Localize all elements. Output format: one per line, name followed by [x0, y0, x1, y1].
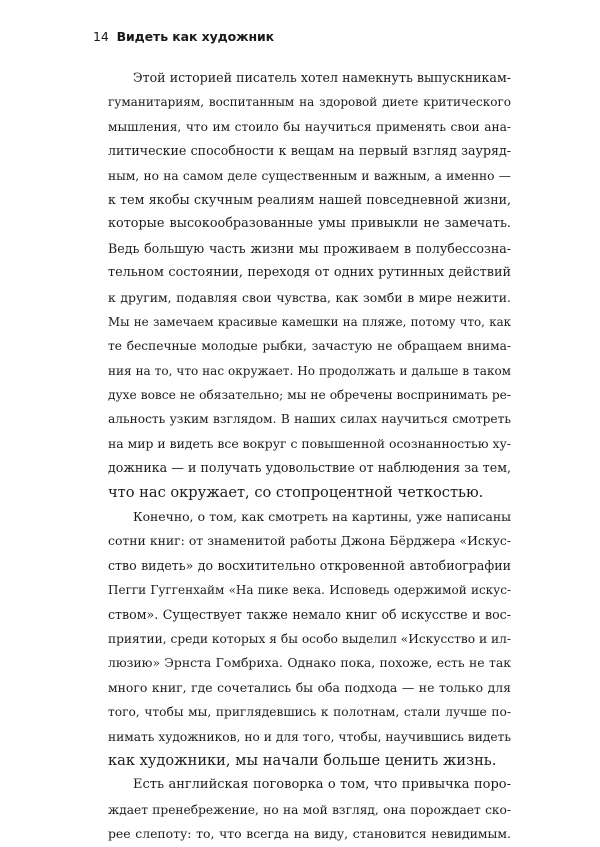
text-line: на мир и видеть все вокруг с повышенной осознанностью ху-	[108, 435, 511, 451]
text-line: ством». Существует также немало книг об искусстве и вос-	[108, 606, 511, 622]
text-line: Мы не замечаем красивые камешки на пляже, потому что, как	[108, 314, 511, 329]
text-line: ство видеть» до восхитительно откровенной автобиографии	[108, 557, 511, 573]
text-line: тельном состоянии, переходя от одних рутинных действий	[108, 265, 511, 281]
text-line: Есть английская поговорка о том, что привычка поро-	[133, 777, 511, 793]
text-line: к другим, подавляя свои чувства, как зомби в мире нежити.	[108, 289, 511, 305]
paragraph-2	[108, 505, 511, 773]
text-line: Конечно, о том, как смотреть на картины, уже написаны	[133, 509, 511, 525]
text-line: того, чтобы мы, приглядевшись к полотнам, стали лучше по-	[108, 705, 511, 720]
text-line: Этой историей писатель хотел намекнуть выпускникам-	[133, 70, 511, 85]
text-line: мышления, что им стоило бы научиться применять свои ана-	[108, 119, 511, 134]
text-line: ным, но на самом деле существенным и важным, а именно —	[108, 168, 511, 183]
text-line: что нас окружает, со стопроцентной четкостью.	[108, 483, 484, 501]
body-text	[108, 66, 511, 847]
text-line: ния на то, что нас окружает. Но продолжать и дальше в таком	[108, 363, 511, 378]
text-line: много книг, где сочетались бы оба подхода — не только для	[108, 679, 511, 695]
text-line: как художники, мы начали больше ценить жизнь.	[108, 751, 497, 769]
paragraph-1	[108, 66, 511, 505]
text-line: духе вовсе не обязательно; мы не обречены воспринимать ре-	[108, 388, 511, 403]
paragraph-3	[108, 773, 511, 846]
text-line: к тем якобы скучным реалиям нашей повседневной жизни,	[108, 191, 511, 207]
text-line: люзию» Эрнста Гомбриха. Однако пока, похоже, есть не так	[108, 655, 511, 671]
running-title: Видеть как художник	[116, 29, 275, 44]
text-line: нимать художников, но и для того, чтобы, научившись видеть	[108, 729, 511, 744]
text-line: Ведь большую часть жизни мы проживаем в полубессозна-	[108, 240, 511, 256]
text-line: приятии, среди которых я бы особо выделил «Искусство и ил-	[108, 631, 511, 646]
running-header	[93, 29, 274, 44]
text-line: ждает пренебрежение, но на мой взгляд, она порождает ско-	[108, 802, 511, 817]
text-line: литические способности к вещам на первый взгляд зауряд-	[108, 143, 511, 159]
page-number: 14	[93, 29, 109, 44]
text-line: которые высокообразованные умы привыкли не замечать.	[108, 216, 511, 232]
text-line: гуманитариям, воспитанным на здоровой диете критического	[108, 95, 511, 110]
text-line: дожника — и получать удовольствие от наблюдения за тем,	[108, 460, 511, 476]
text-line: сотни книг: от знаменитой работы Джона Бёрджера «Искус-	[108, 533, 511, 549]
text-line: рее слепоту: то, что всегда на виду, становится невидимым.	[108, 826, 511, 842]
text-line: те беспечные молодые рыбки, зачастую не обращаем внима-	[108, 339, 511, 354]
text-line: альность узким взглядом. В наших силах научиться смотреть	[108, 412, 511, 427]
text-line: Пегги Гуггенхайм «На пике века. Исповедь одержимой искус-	[108, 583, 511, 598]
